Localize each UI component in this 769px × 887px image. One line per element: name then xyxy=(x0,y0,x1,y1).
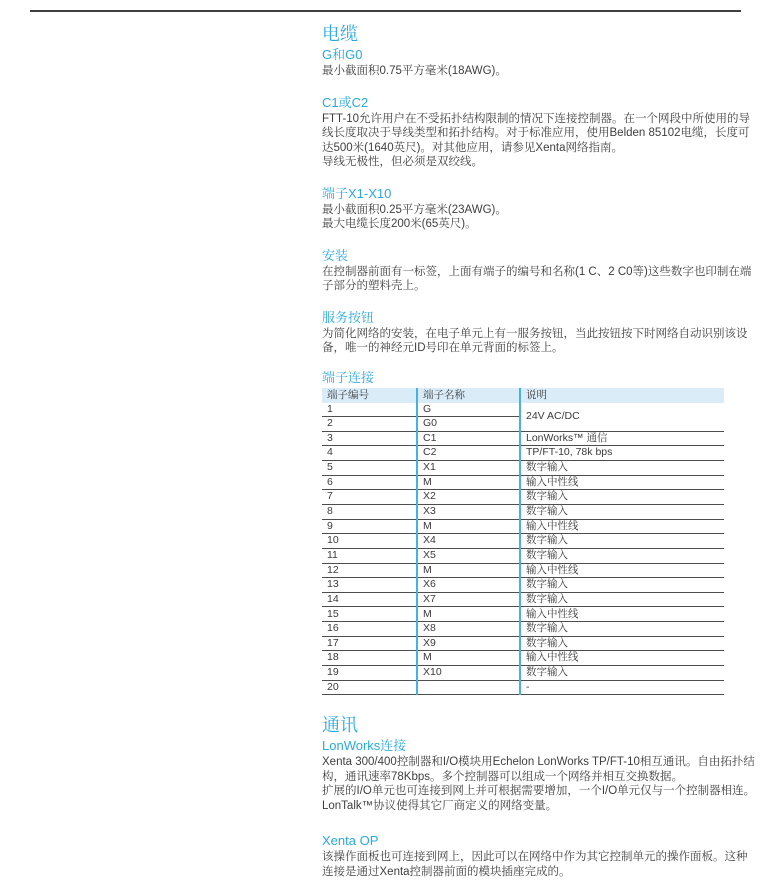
paragraph-line: 导线无极性，但必须是双绞线。 xyxy=(322,156,483,168)
cell-terminal-name: X10 xyxy=(417,666,520,681)
cell-terminal-name: X7 xyxy=(417,592,520,607)
subsection-install xyxy=(322,248,752,294)
table-row xyxy=(322,680,724,695)
subsection-heading-c1-c2: C1或C2 xyxy=(322,94,369,110)
subsection-g-g0 xyxy=(322,47,752,79)
cell-terminal-number: 10 xyxy=(322,534,417,549)
table-row xyxy=(322,519,724,534)
cell-terminal-name: M xyxy=(417,475,520,490)
cell-terminal-number: 3 xyxy=(322,431,417,446)
cell-description: 数字输入 xyxy=(520,622,724,637)
table-row xyxy=(322,592,724,607)
paragraph-line: 最小截面积0.75平方毫米(18AWG)。 xyxy=(322,65,507,77)
table-row xyxy=(322,636,724,651)
subsection-terminals-x1-x10 xyxy=(322,186,752,232)
cell-terminal-name: M xyxy=(417,563,520,578)
paragraph-line: FTT-10允许用户在不受拓扑结构限制的情况下连接控制器。在一个网段中所使用的导 xyxy=(322,112,751,125)
cell-terminal-number: 1 xyxy=(322,403,417,417)
paragraph-line: 该操作面板也可连接到网上，因此可以在网络中作为其它控制单元的操作面板。这种 xyxy=(322,851,748,864)
table-row xyxy=(322,548,724,563)
cell-terminal-name: X8 xyxy=(417,622,520,637)
cell-terminal-number: 6 xyxy=(322,475,417,490)
page-top-rule xyxy=(30,10,741,12)
table-row xyxy=(322,563,724,578)
cell-terminal-number: 14 xyxy=(322,592,417,607)
cell-terminal-number: 5 xyxy=(322,461,417,476)
cell-terminal-number: 18 xyxy=(322,651,417,666)
cell-terminal-number: 2 xyxy=(322,417,417,432)
section-title-cable: 电缆 xyxy=(322,24,358,44)
cell-terminal-name: M xyxy=(417,519,520,534)
cell-terminal-number: 16 xyxy=(322,622,417,637)
subsection-heading-install: 安装 xyxy=(322,247,349,263)
col-header-terminal-name: 端子名称 xyxy=(417,388,520,403)
subsection-heading-xenta-op: Xenta OP xyxy=(322,833,379,849)
cell-description: 输入中性线 xyxy=(520,519,724,534)
section-title-communication: 通讯 xyxy=(322,715,358,736)
cell-terminal-name: X2 xyxy=(417,490,520,505)
cell-terminal-name: X5 xyxy=(417,548,520,563)
cell-description: 输入中性线 xyxy=(520,475,724,490)
subsection-heading-lonworks: LonWorks连接 xyxy=(322,738,407,754)
cell-terminal-name: G xyxy=(417,403,520,417)
subsection-heading-terminal-connections: 端子连接 xyxy=(322,369,375,385)
cell-description: 24V AC/DC xyxy=(520,403,724,432)
paragraph-line: 在控制器前面有一标签，上面有端子的编号和名称(1 C、2 C0等)这些数字也印制在端 xyxy=(322,265,752,278)
cell-description: 数字输入 xyxy=(520,534,724,549)
cell-terminal-number: 20 xyxy=(322,680,417,695)
table-row xyxy=(322,490,724,505)
paragraph-line: 最小截面积0.25平方毫米(23AWG)。 xyxy=(322,203,507,216)
cell-description: 数字输入 xyxy=(520,490,724,505)
table-row xyxy=(322,622,724,637)
cell-terminal-name: X3 xyxy=(417,504,520,519)
paragraph-line: 备，唯一的神经元ID号印在单元背面的标签上。 xyxy=(322,342,564,354)
cell-description: 数字输入 xyxy=(520,666,724,681)
terminal-table xyxy=(322,388,724,696)
table-row xyxy=(322,403,724,417)
table-row xyxy=(322,431,724,446)
paragraph-line: 扩展的I/O单元也可连接到网上并可根据需要增加，一个I/O单元仅与一个控制器相连。 xyxy=(322,785,756,798)
cell-terminal-number: 7 xyxy=(322,490,417,505)
cell-terminal-name: M xyxy=(417,651,520,666)
cell-terminal-name: C1 xyxy=(417,431,520,446)
cell-terminal-number: 15 xyxy=(322,607,417,622)
cell-terminal-name: X6 xyxy=(417,578,520,593)
subsection-heading-terminals: 端子X1-X10 xyxy=(322,185,392,201)
table-row xyxy=(322,504,724,519)
cell-terminal-number: 11 xyxy=(322,548,417,563)
table-row xyxy=(322,607,724,622)
subsection-heading-service-button: 服务按钮 xyxy=(322,309,375,325)
cell-terminal-name: M xyxy=(417,607,520,622)
col-header-description: 说明 xyxy=(520,388,724,403)
cell-description: TP/FT-10, 78k bps xyxy=(520,446,724,461)
cell-description: 数字输入 xyxy=(520,636,724,651)
table-row xyxy=(322,534,724,549)
table-row xyxy=(322,461,724,476)
subsection-c1-c2 xyxy=(322,95,752,170)
cell-description: 数字输入 xyxy=(520,461,724,476)
cell-description: 数字输入 xyxy=(520,548,724,563)
cell-description: 数字输入 xyxy=(520,578,724,593)
subsection-terminal-connections xyxy=(322,370,752,696)
subsection-xenta-op xyxy=(322,833,752,879)
paragraph-line: 线长度取决于导线类型和拓扑结构。对于标准应用，使用Belden 85102电缆，长度可 xyxy=(322,127,750,139)
cell-description: 输入中性线 xyxy=(520,607,724,622)
table-row xyxy=(322,446,724,461)
cell-terminal-name xyxy=(417,680,520,695)
paragraph-line: LonTalk™协议使得其它厂商定义的网络变量。 xyxy=(322,799,558,812)
paragraph-line: Xenta 300/400控制器和I/O模块用Echelon LonWorks TP/FT-10相互通讯。自由拓扑结 xyxy=(322,756,755,769)
table-row xyxy=(322,578,724,593)
paragraph-line: 达500米(1640英尺)。对其他应用，请参见Xenta网络指南。 xyxy=(322,141,623,154)
cell-terminal-name: X9 xyxy=(417,636,520,651)
cell-description: 输入中性线 xyxy=(520,563,724,578)
cell-terminal-number: 17 xyxy=(322,636,417,651)
cell-description: LonWorks™ 通信 xyxy=(520,431,724,446)
subsection-service-button xyxy=(322,310,752,356)
cell-terminal-name: X4 xyxy=(417,534,520,549)
cell-description: 数字输入 xyxy=(520,592,724,607)
cell-terminal-number: 13 xyxy=(322,578,417,593)
cell-terminal-number: 8 xyxy=(322,504,417,519)
cell-terminal-name: G0 xyxy=(417,417,520,432)
cell-terminal-number: 4 xyxy=(322,446,417,461)
cell-terminal-name: C2 xyxy=(417,446,520,461)
col-header-terminal-number: 端子编号 xyxy=(322,388,417,403)
table-row xyxy=(322,666,724,681)
table-header-row xyxy=(322,388,724,403)
cell-description: 数字输入 xyxy=(520,504,724,519)
subsection-lonworks xyxy=(322,738,756,813)
cell-description: 输入中性线 xyxy=(520,651,724,666)
cell-terminal-number: 19 xyxy=(322,666,417,681)
table-row xyxy=(322,475,724,490)
cell-description: - xyxy=(520,680,724,695)
paragraph-line: 最大电缆长度200米(65英尺)。 xyxy=(322,218,477,230)
paragraph-line: 连接是通过Xenta控制器前面的模块插座完成的。 xyxy=(322,865,571,878)
paragraph-line: 子部分的塑料壳上。 xyxy=(322,280,426,292)
paragraph-line: 为简化网络的安装，在电子单元上有一服务按钮，当此按钮按下时网络自动识别该设 xyxy=(322,327,748,340)
paragraph-line: 构，通讯速率78Kbps。多个控制器可以组成一个网络并相互交换数据。 xyxy=(322,770,683,783)
subsection-heading-g-g0: G和G0 xyxy=(322,47,363,62)
cell-terminal-number: 12 xyxy=(322,563,417,578)
cell-terminal-number: 9 xyxy=(322,519,417,534)
table-row xyxy=(322,651,724,666)
content-column xyxy=(322,24,756,879)
cell-terminal-name: X1 xyxy=(417,461,520,476)
